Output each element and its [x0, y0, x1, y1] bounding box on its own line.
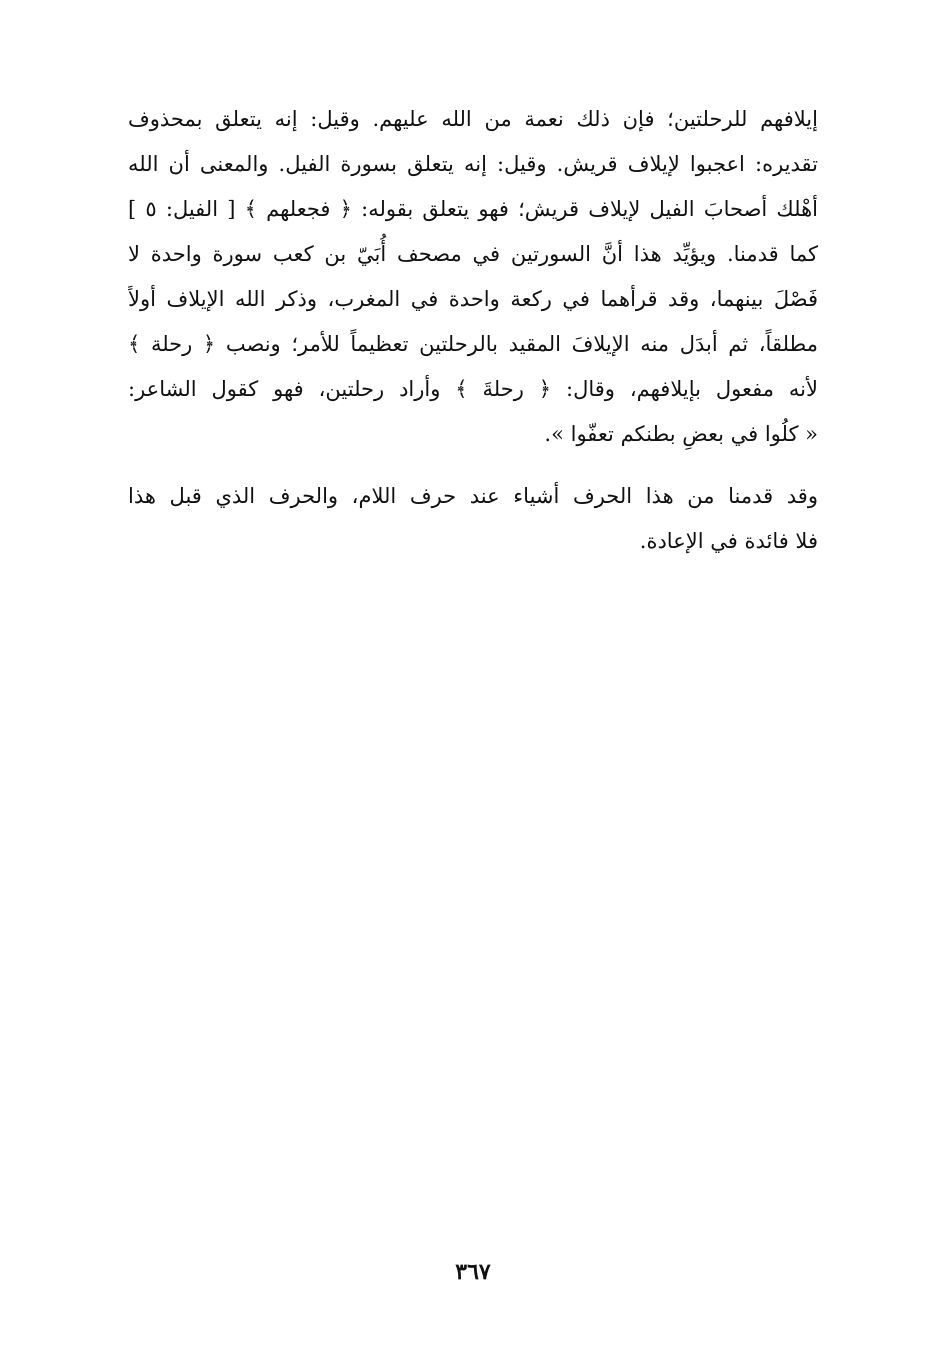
text-line: تقديره: اعجبوا لإيلاف قريش. وقيل: إنه يتعلق بسورة الفيل. والمعنى أن الله: [128, 152, 818, 176]
text-line: لأنه مفعول بإيلافهم، وقال: ﴿ رحلةَ ﴾ وأراد رحلتين، فهو كقول الشاعر:: [128, 377, 818, 401]
text-line: وقد قدمنا من هذا الحرف أشياء عند حرف اللام، والحرف الذي قبل هذا: [128, 484, 818, 508]
paragraph-1: [128, 97, 818, 457]
text-line: إيلافهم للرحلتين؛ فإن ذلك نعمة من الله عليهم. وقيل: إنه يتعلق بمحذوف: [128, 107, 818, 131]
text-line: كما قدمنا. ويؤيِّد هذا أنَّ السورتين في مصحف أُبَيّ بن كعب سورة واحدة لا: [128, 242, 818, 266]
text-line: « كلُوا في بعضِ بطنكم تعفّوا ».: [544, 422, 818, 446]
paragraph-2: [128, 474, 818, 564]
text-line: فَصْلَ بينهما، وقد قرأهما في ركعة واحدة في المغرب، وذكر الله الإيلاف أولاً: [128, 287, 818, 311]
text-line: مطلقاً، ثم أبدَل منه الإيلافَ المقيد بالرحلتين تعظيماً للأمر؛ ونصب ﴿ رحلة ﴾: [128, 332, 818, 356]
page-number: ٣٦٧: [455, 1259, 491, 1285]
text-line: أهْلك أصحابَ الفيل لإيلاف قريش؛ فهو يتعلق بقوله: ﴿ فجعلهم ﴾ [ الفيل: ٥ ]: [128, 197, 818, 221]
text-line: فلا فائدة في الإعادة.: [639, 529, 818, 553]
